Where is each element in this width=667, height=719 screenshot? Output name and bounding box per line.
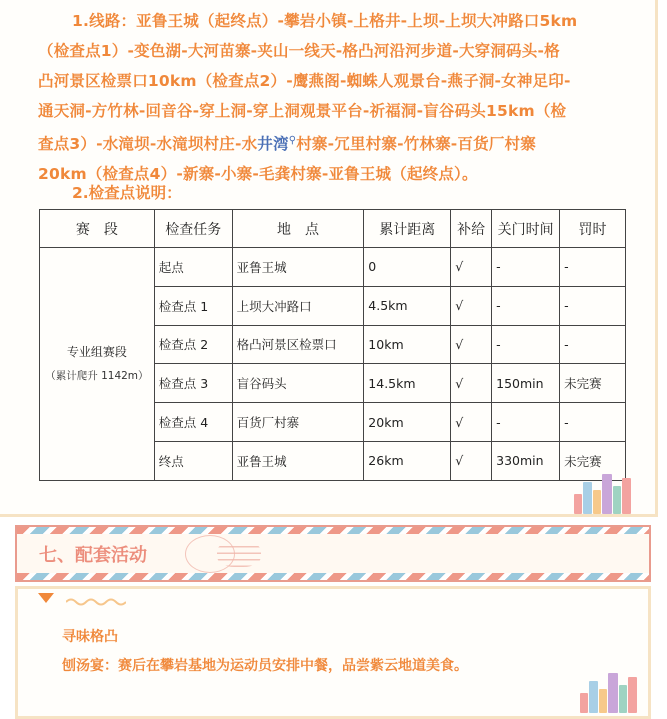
cell-supply: √ [451,403,492,442]
route-line-3: 凸河景区检票口10km（检查点2）-鹰燕阁-蜘蛛人观景台-燕子洞-女神足印- [38,72,571,90]
route-line-5b: 村寨-冗里村寨-竹林寨-百货厂村寨 [296,135,536,154]
search-icon: ⚲ [288,135,297,146]
activity-card [15,586,651,719]
city-skyline-icon [574,470,636,514]
header-cutoff: 关门时间 [492,210,560,248]
route-line-1: 1.线路：亚鲁王城（起终点）-攀岩小镇-上格井-上坝-上坝大冲路口5km [72,12,578,30]
cell-distance: 4.5km [364,286,451,325]
cell-place: 亚鲁王城 [232,441,364,480]
cell-supply: √ [451,364,492,403]
cell-distance: 14.5km [364,364,451,403]
cell-task: 检查点 2 [154,325,232,364]
route-line-6: 20km（检查点4）-新寨-小寨-毛龚村寨-亚鲁王城（起终点）。 [38,165,478,184]
checkpoint-heading: 2.检查点说明： [72,184,182,202]
cell-distance: 26km [364,441,451,480]
cell-cutoff: - [492,325,560,364]
cell-task: 检查点 1 [154,286,232,325]
route-link-jingwan[interactable]: 井湾 [257,135,289,154]
header-place: 地 点 [232,210,364,248]
cell-distance: 10km [364,325,451,364]
cell-penalty: - [560,325,626,364]
checkpoint-table [39,209,626,481]
cell-cutoff: - [492,403,560,442]
cell-supply: √ [451,286,492,325]
cell-supply: √ [451,441,492,480]
cell-place: 百货厂村寨 [232,403,364,442]
cell-supply: √ [451,325,492,364]
cell-supply: √ [451,248,492,287]
table-row [40,248,626,287]
cell-penalty: - [560,403,626,442]
activity-title: 寻味格凸 [62,629,118,645]
wave-decoration-icon [66,597,126,607]
cell-distance: 20km [364,403,451,442]
cell-cutoff: 330min [492,441,560,480]
postmark-lines-icon [217,541,261,567]
cell-penalty: 未完赛 [560,364,626,403]
header-task: 检查任务 [154,210,232,248]
cell-task: 检查点 3 [154,364,232,403]
cell-cutoff: 150min [492,364,560,403]
cell-cutoff: - [492,248,560,287]
cell-place: 格凸河景区检票口 [232,325,364,364]
section7-banner [15,525,651,582]
table-header-row [40,210,626,248]
cell-cutoff: - [492,286,560,325]
triangle-marker-icon [38,593,54,603]
cell-penalty: - [560,248,626,287]
stage-group-note: （累计爬升 1142m） [45,369,149,382]
city-skyline-icon [580,669,642,713]
cell-penalty: 未完赛 [560,441,626,480]
route-line-2: （检查点1）-变色湖-大河苗寨-夹山一线天-格凸河沿河步道-大穿洞码头-格 [38,42,560,60]
header-distance: 累计距离 [364,210,451,248]
cell-task: 终点 [154,441,232,480]
section7-title: 七、配套活动 [39,545,147,566]
cell-penalty: - [560,286,626,325]
cell-place: 盲谷码头 [232,364,364,403]
cell-task: 起点 [154,248,232,287]
cell-task: 检查点 4 [154,403,232,442]
header-penalty: 罚时 [560,210,626,248]
activity-description: 刨汤宴：赛后在攀岩基地为运动员安排中餐，品尝紫云地道美食。 [62,658,468,674]
route-text [38,6,638,189]
header-stage: 赛 段 [40,210,155,248]
cell-place: 上坝大冲路口 [232,286,364,325]
stage-group-label: 专业组赛段 [66,344,127,359]
stage-group-cell [40,248,155,481]
header-supply: 补给 [451,210,492,248]
cell-distance: 0 [364,248,451,287]
route-line-5a: 查点3）-水滝坝-水滝坝村庄-水 [38,135,258,154]
route-line-4: 通天洞-方竹林-回音谷-穿上洞-穿上洞观景平台-祈福洞-盲谷码头15km（检 [38,102,567,120]
cell-place: 亚鲁王城 [232,248,364,287]
